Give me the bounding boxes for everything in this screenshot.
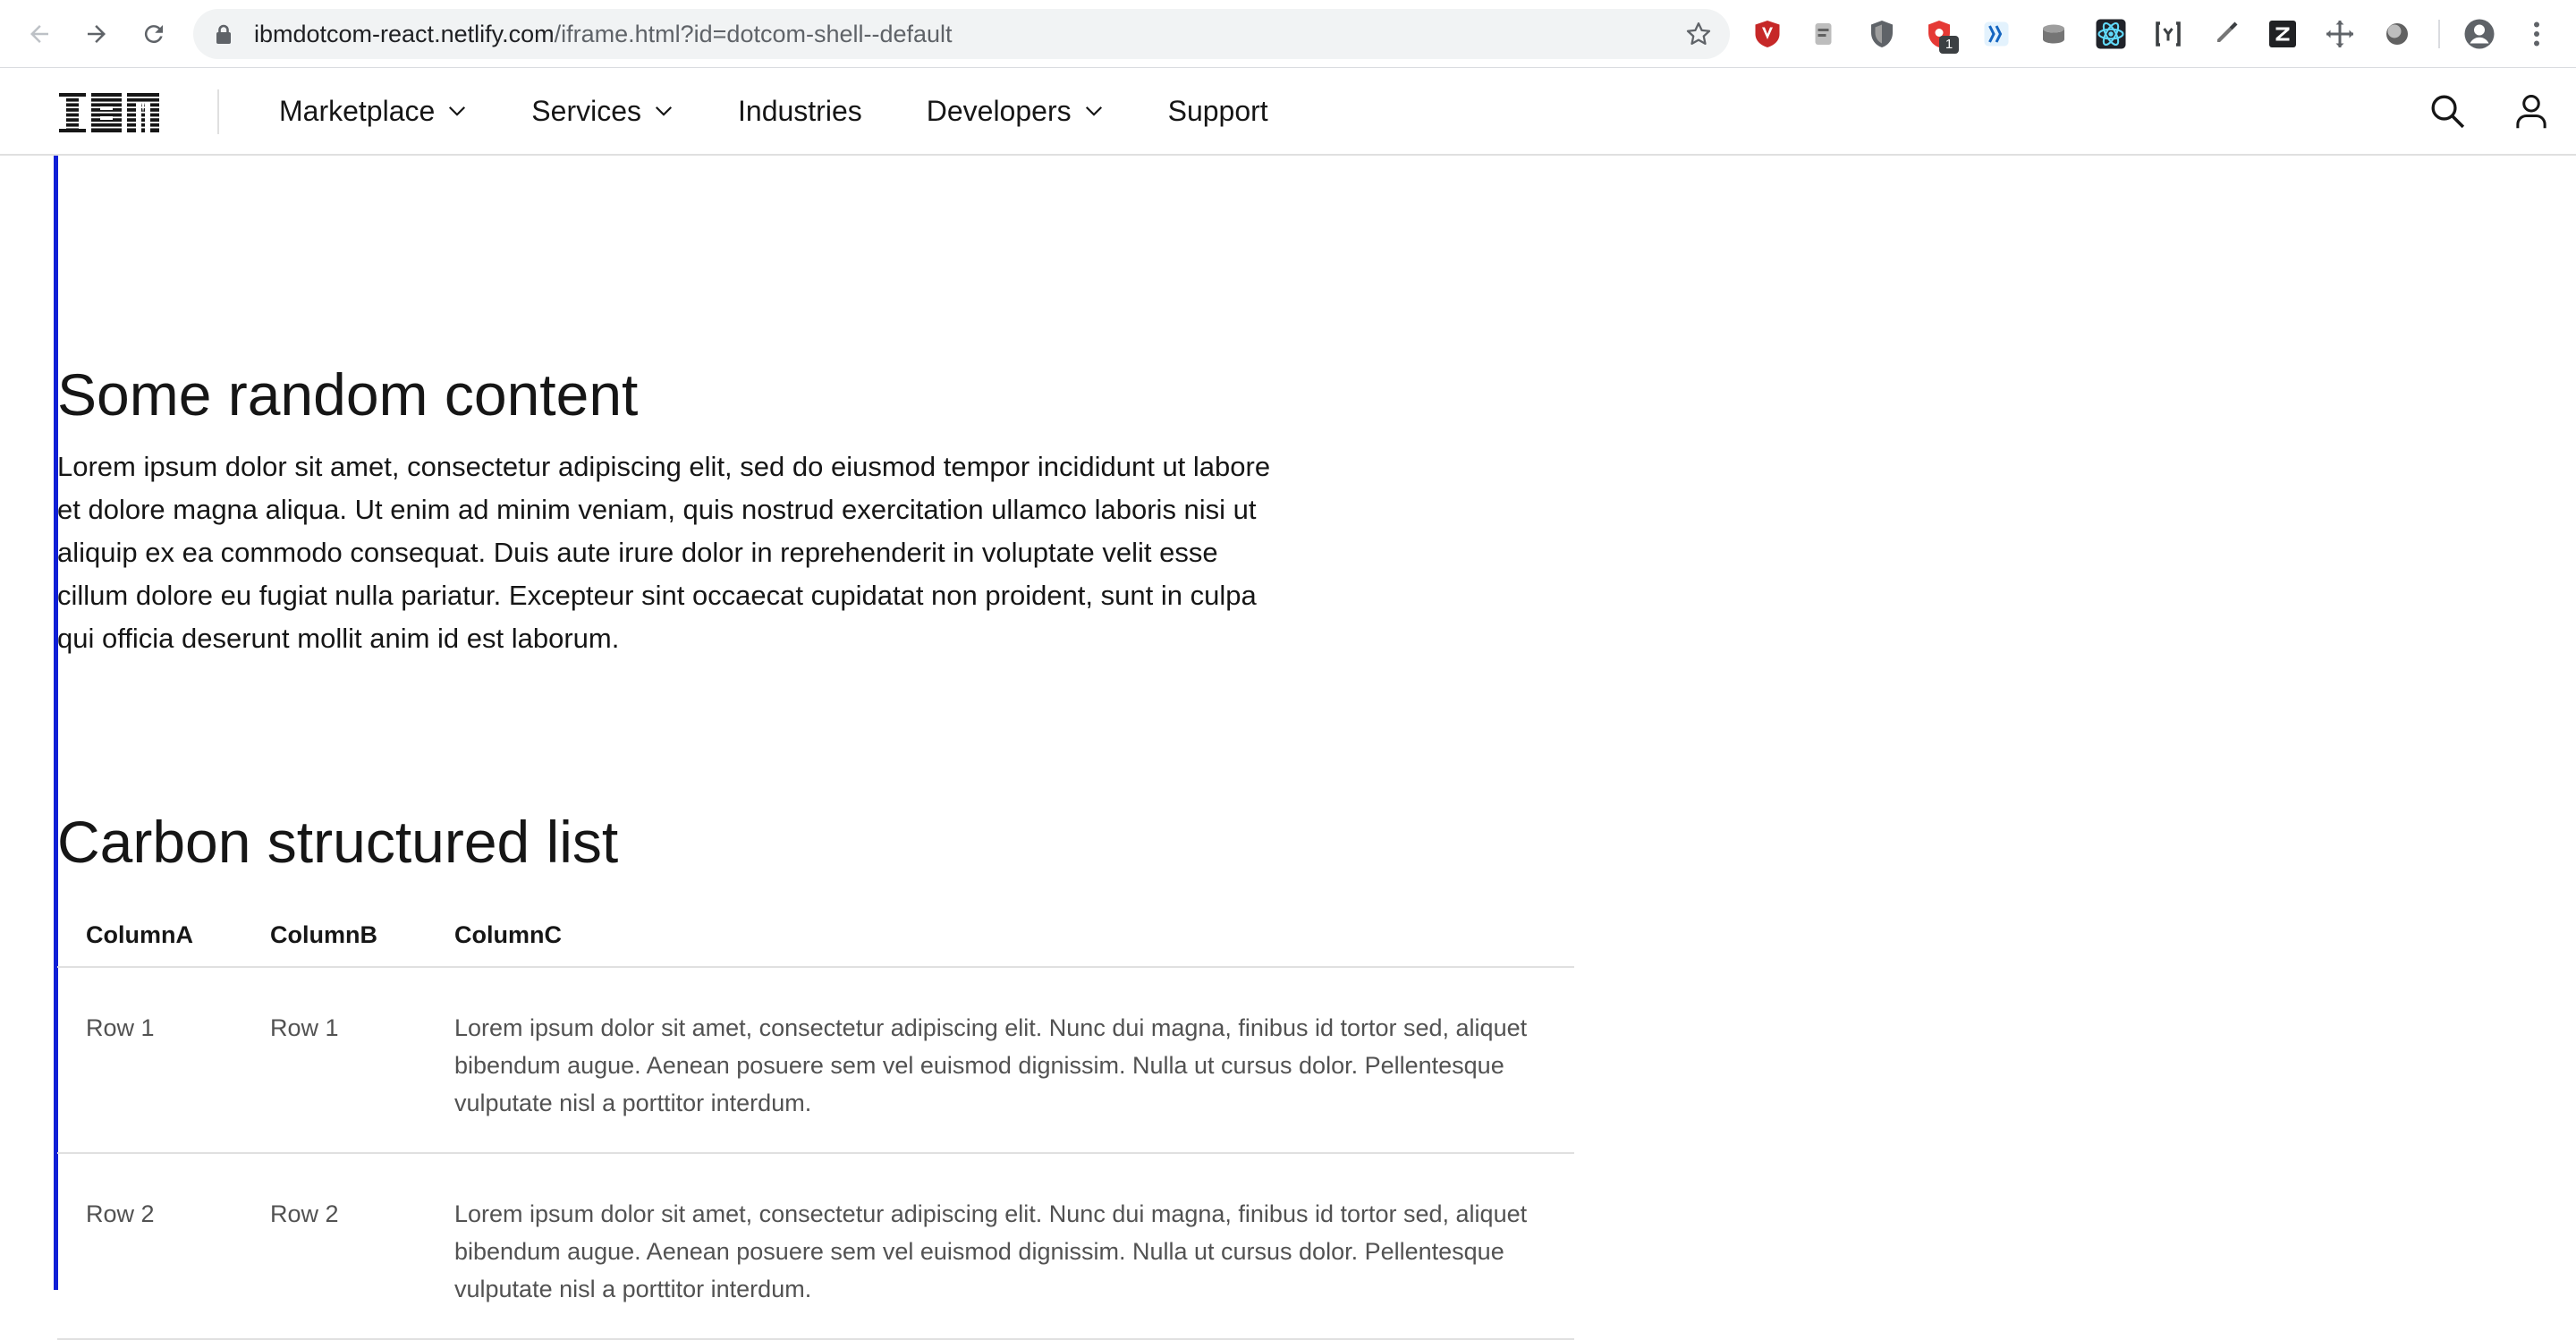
menu-item-industries[interactable]: Industries <box>738 94 862 127</box>
database-extension-icon[interactable] <box>2038 18 2070 50</box>
vue-devtools-extension-icon[interactable] <box>1751 18 1784 50</box>
extension-badge: 1 <box>1939 36 1959 54</box>
code-bracket-extension-icon[interactable] <box>2152 18 2184 50</box>
structured-list <box>57 912 1574 1340</box>
zotero-extension-icon[interactable] <box>2267 18 2299 50</box>
arrow-right-icon <box>83 21 110 47</box>
menu-item-developers[interactable]: Developers <box>927 95 1104 128</box>
masthead <box>0 68 2576 156</box>
menu-item-services[interactable]: Services <box>531 95 674 128</box>
lock-icon <box>215 24 233 44</box>
chevron-down-icon <box>1084 101 1104 121</box>
cell-column-a: Row 2 <box>86 1200 155 1227</box>
arrow-left-icon <box>26 21 53 47</box>
cell-column-a: Row 1 <box>86 1014 155 1041</box>
url-text: ibmdotcom-react.netlify.com/iframe.html?id=dotcom-shell--default <box>254 21 953 47</box>
browser-menu-icon[interactable] <box>2521 18 2553 50</box>
profile-avatar-icon[interactable] <box>2463 18 2496 50</box>
column-header-c: ColumnC <box>454 921 562 948</box>
address-bar[interactable] <box>193 9 1730 59</box>
cell-column-c: Lorem ipsum dolor sit amet, consectetur adipiscing elit. Nunc dui magna, finibus id tortor sed, aliquet bibendum augue. Aenean posuere sem vel euismod dignissim. Nulla ut cursus dolor. Pellentesque vulputate nisl a porttitor interdum. <box>454 1014 1528 1116</box>
cell-column-b: Row 2 <box>270 1200 339 1227</box>
back-button[interactable] <box>18 13 61 55</box>
table-row <box>57 1154 1574 1340</box>
structured-list-header <box>57 912 1574 968</box>
react-devtools-extension-icon[interactable] <box>2095 18 2127 50</box>
column-header-b: ColumnB <box>270 921 377 948</box>
search-icon[interactable] <box>2428 91 2467 131</box>
sphere-extension-icon[interactable] <box>2381 18 2413 50</box>
wappalyzer-extension-icon[interactable] <box>1980 18 2012 50</box>
scroll-extension-icon[interactable] <box>1809 18 1841 50</box>
content-heading: Some random content <box>57 361 639 428</box>
user-profile-icon[interactable] <box>2512 91 2551 131</box>
content-paragraph: Lorem ipsum dolor sit amet, consectetur adipiscing elit, sed do eiusmod tempor incididunt ut labore et dolore magna aliqua. Ut enim ad minim veniam, quis nostrud exercitation ullamco laboris nisi ut aliquip ex ea commodo consequat. Duis aute irure dolor in reprehenderit in voluptate velit esse cillum dolore eu fugiat nulla pariatur. Excepteur sint occaecat cupidatat non proident, sunt in culpa qui officia deserunt mollit anim id est laborum. <box>57 451 1271 654</box>
masthead-menu <box>279 68 1333 154</box>
chevron-down-icon <box>654 101 674 121</box>
masthead-divider <box>217 89 219 134</box>
menu-item-support[interactable]: Support <box>1167 94 1268 127</box>
cell-column-b: Row 1 <box>270 1014 339 1041</box>
menu-item-marketplace[interactable]: Marketplace <box>279 95 467 128</box>
column-header-a: ColumnA <box>86 921 193 948</box>
ibm-logo[interactable] <box>59 93 159 132</box>
shield-extension-icon[interactable] <box>1866 18 1898 50</box>
reload-button[interactable] <box>132 13 175 55</box>
structured-list-heading: Carbon structured list <box>57 809 619 875</box>
bookmark-star-icon[interactable] <box>1685 21 1712 47</box>
move-extension-icon[interactable] <box>2324 18 2356 50</box>
toolbar-divider <box>2438 20 2440 48</box>
eyedropper-extension-icon[interactable] <box>2209 18 2241 50</box>
forward-button[interactable] <box>75 13 118 55</box>
table-row <box>57 968 1574 1154</box>
chevron-down-icon <box>447 101 467 121</box>
cell-column-c: Lorem ipsum dolor sit amet, consectetur adipiscing elit. Nunc dui magna, finibus id tortor sed, aliquet bibendum augue. Aenean posuere sem vel euismod dignissim. Nulla ut cursus dolor. Pellentesque vulputate nisl a porttitor interdum. <box>454 1200 1528 1302</box>
reload-icon <box>140 21 167 47</box>
browser-toolbar <box>0 0 2576 68</box>
ublock-extension-icon[interactable] <box>1923 18 1955 50</box>
